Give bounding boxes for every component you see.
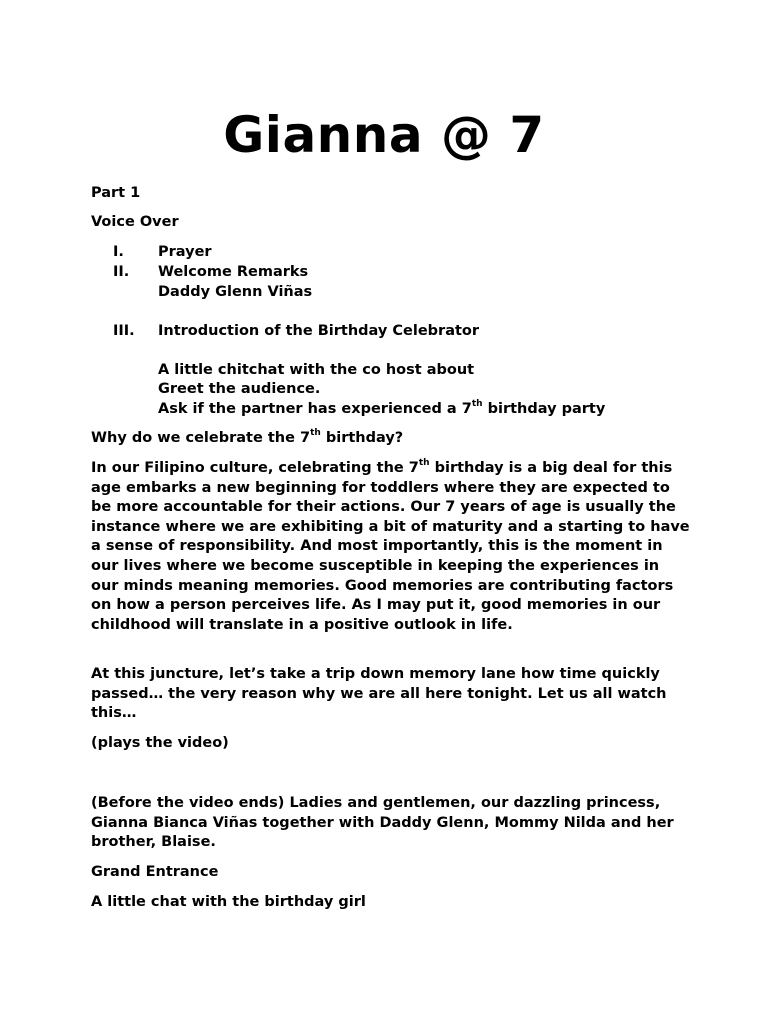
- program-numeral-1: I.: [113, 244, 124, 260]
- chitchat-line-3: [158, 400, 678, 420]
- chitchat-line-3-text: Ask if the partner has experienced a 7: [158, 401, 472, 417]
- why-question-text: Why do we celebrate the 7: [91, 430, 311, 446]
- part-heading: Part 1: [91, 185, 141, 201]
- plays-video-note: (plays the video): [91, 735, 229, 751]
- program-item-introduction: Introduction of the Birthday Celebrator: [158, 323, 480, 339]
- grand-entrance-heading: Grand Entrance: [91, 864, 219, 880]
- document-title: Gianna @ 7: [223, 106, 545, 164]
- ordinal-superscript: th: [310, 428, 321, 439]
- why-question-rest: birthday?: [320, 430, 404, 446]
- program-item-welcome-remarks: Welcome Remarks: [158, 264, 309, 280]
- voice-over-heading: Voice Over: [91, 214, 179, 230]
- chitchat-line-3-rest: birthday party: [482, 401, 606, 417]
- why-question: [91, 429, 691, 449]
- program-item-prayer: Prayer: [158, 244, 212, 260]
- chat-birthday-girl: A little chat with the birthday girl: [91, 894, 366, 910]
- chitchat-line-1: A little chitchat with the co host about: [158, 362, 475, 378]
- chitchat-line-2: Greet the audience.: [158, 381, 321, 397]
- culture-paragraph: [91, 459, 691, 635]
- program-numeral-3: III.: [113, 323, 135, 339]
- before-video-paragraph: (Before the video ends) Ladies and gentlemen, our dazzling princess, Gianna Bianca Viñas together with Daddy Glenn, Mommy Nilda and her brother, Blaise.: [91, 795, 674, 851]
- program-item-welcome-speaker: Daddy Glenn Viñas: [158, 284, 313, 300]
- ordinal-superscript: th: [471, 399, 483, 410]
- culture-paragraph-text: In our Filipino culture, celebrating the 7: [91, 460, 419, 476]
- program-numeral-2: II.: [113, 264, 130, 280]
- ordinal-superscript: th: [418, 458, 430, 469]
- culture-paragraph-rest: birthday is a big deal for this age embarks a new beginning for toddlers where they are expected to be more accountable for their actions. Our 7 years of age is usually the instance where we are exhibiting a bit of maturity and a starting to have a sense of responsibility. And most importantly, this is the moment in our lives where we become susceptible in keeping the experiences in our minds meaning memories. Good memories are contributing factors on how a person perceives life. As I may put it, good memories in our childhood will translate in a positive outlook in life.: [91, 460, 690, 633]
- juncture-paragraph: At this juncture, let’s take a trip down memory lane how time quickly passed… the very reason why we are all here tonight. Let us all watch this…: [91, 666, 667, 722]
